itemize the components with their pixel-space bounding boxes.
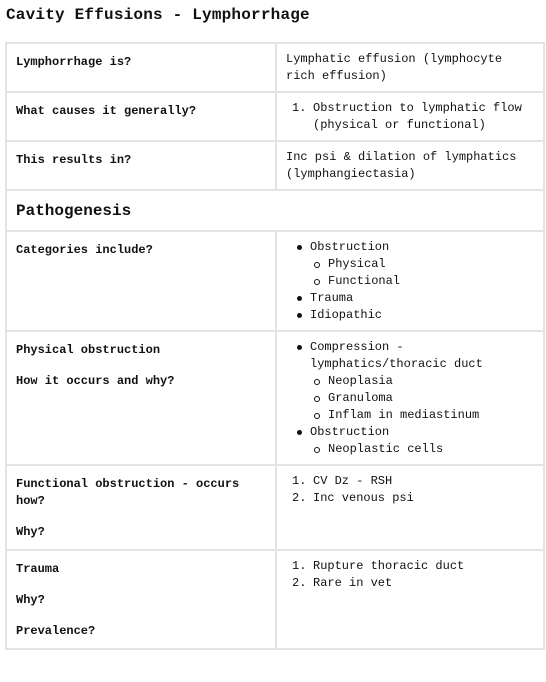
answer-cell	[276, 43, 544, 92]
question-text: Categories include?	[16, 243, 153, 257]
sub-list	[310, 373, 533, 424]
question-text: How it occurs and why?	[16, 374, 175, 388]
section-row	[6, 190, 544, 231]
list-item: Functional	[313, 273, 533, 290]
bullet-list	[286, 339, 533, 458]
page-title: Cavity Effusions - Lymphorrhage	[6, 6, 310, 24]
question-text: Why?	[16, 593, 45, 607]
list-item: 1. Obstruction to lymphatic flow (physical or functional)	[292, 101, 522, 132]
answer-text: Lymphatic effusion (lymphocyte rich effusion)	[286, 52, 503, 83]
table-row	[6, 331, 544, 465]
answer-cell	[276, 550, 544, 649]
table-row	[6, 92, 544, 141]
list-item: Neoplasia	[313, 373, 533, 390]
table-row	[6, 465, 544, 550]
list-item: Compression - lymphatics/thoracic duct Neoplasia Granuloma Inflam in mediastinum	[295, 339, 533, 424]
question-text: Functional obstruction - occurs how?	[16, 477, 240, 508]
question-cell	[6, 465, 276, 550]
question-cell	[6, 550, 276, 649]
list-item: Idiopathic	[295, 307, 533, 324]
question-cell	[6, 231, 276, 331]
list-item: Neoplastic cells	[313, 441, 533, 458]
table-row	[6, 141, 544, 190]
table-row	[6, 550, 544, 649]
list-item: Inflam in mediastinum	[313, 407, 533, 424]
question-text: Why?	[16, 525, 45, 539]
section-heading: Pathogenesis	[16, 202, 132, 220]
numbered-list	[286, 558, 533, 592]
answer-cell	[276, 465, 544, 550]
section-cell	[6, 190, 544, 231]
list-item: 2. Inc venous psi	[292, 491, 414, 505]
list-item: Obstruction Neoplastic cells	[295, 424, 533, 458]
list-item: Obstruction Physical Functional	[295, 239, 533, 290]
sub-list	[310, 441, 533, 458]
question-cell	[6, 331, 276, 465]
table-row	[6, 43, 544, 92]
list-item: Granuloma	[313, 390, 533, 407]
list-item: 2. Rare in vet	[292, 576, 393, 590]
question-text: What causes it generally?	[16, 104, 197, 118]
question-text: Prevalence?	[16, 624, 96, 638]
list-item: Physical	[313, 256, 533, 273]
sub-list	[310, 256, 533, 290]
list-item: Trauma	[295, 290, 533, 307]
list-item: 1. Rupture thoracic duct	[292, 559, 465, 573]
notes-table	[5, 42, 545, 650]
answer-cell	[276, 331, 544, 465]
question-cell	[6, 92, 276, 141]
answer-cell	[276, 231, 544, 331]
question-cell	[6, 43, 276, 92]
question-text: Trauma	[16, 562, 60, 576]
answer-cell	[276, 141, 544, 190]
question-text: Lymphorrhage is?	[16, 55, 132, 69]
list-item: 1. CV Dz - RSH	[292, 474, 393, 488]
question-text: Physical obstruction	[16, 343, 161, 357]
bullet-list	[286, 239, 533, 324]
table-row	[6, 231, 544, 331]
numbered-list	[286, 473, 533, 507]
answer-cell	[276, 92, 544, 141]
numbered-list	[286, 100, 533, 134]
question-cell	[6, 141, 276, 190]
answer-text: Inc psi & dilation of lymphatics (lymphangiectasia)	[286, 150, 517, 181]
question-text: This results in?	[16, 153, 132, 167]
